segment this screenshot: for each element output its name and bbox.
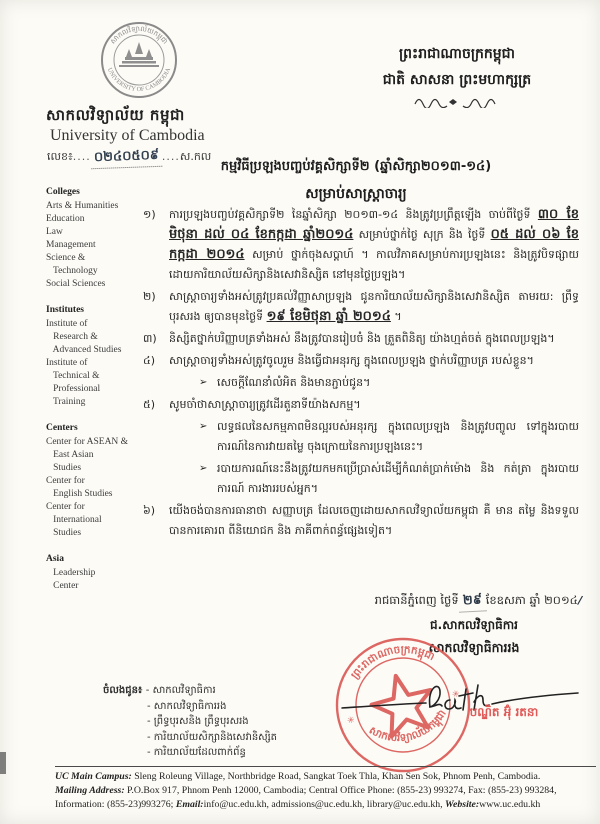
sidebar-line: Education (46, 214, 85, 224)
letterhead-sidebar (46, 186, 142, 606)
university-name-khmer: សាកលវិទ្យាល័យ កម្ពុជា (46, 106, 185, 124)
kingdom-line2: ជាតិ សាសនា ព្រះមហាក្សត្រ (382, 72, 532, 88)
seal-bottom-arc-text: UNIVERSITY OF CAMBODIA (105, 66, 173, 94)
scan-artifact (0, 752, 6, 774)
ref-label: លេខ៖ (47, 150, 73, 163)
body-item-5-bullet-2 (199, 459, 579, 499)
cc-list (103, 683, 277, 761)
cc-label-line (103, 683, 277, 699)
place-date-post: ខែឧសភា ឆ្នាំ ២០១៤ (485, 593, 578, 607)
sidebar-section-asia (46, 553, 142, 593)
sidebar-line: Center for (46, 502, 85, 512)
sidebar-line: Center for ASEAN & (46, 437, 129, 447)
item-text-highlight: ១៩ ខែមិថុនា ឆ្នាំ ២០១៤ (266, 309, 391, 324)
document-title: កម្មវិធីប្រឡងបញ្ចប់វគ្គសិក្សាទី២ (ឆ្នាំសិក្សា២០១៣-១៤) (220, 159, 492, 174)
sidebar-section-centers (46, 422, 142, 540)
footer-website-text: www.uc.edu.kh (479, 799, 541, 810)
footer-line-1 (55, 770, 596, 784)
svg-text:✳: ✳ (451, 689, 461, 701)
sidebar-line: Technical & (46, 371, 100, 381)
footer-campus-label: UC Main Campus: (55, 771, 132, 782)
item-number: ៦) (143, 504, 156, 517)
sidebar-line: Studies (46, 463, 82, 473)
footer-mailing-text: P.O.Box 917, Phnom Penh 12000, Cambodia; Central Office Phone: (855-23) 993274, Fax: (855-23) 993284, (124, 785, 557, 796)
sidebar-line: Institute of (46, 319, 88, 329)
footer-campus-text: Sleng Roleung Village, Northbridge Road, Sangkat Toek Thla, Khan Sen Sok, Phnom Penh, Cambodia. (131, 771, 541, 782)
sidebar-heading: Asia (46, 554, 64, 564)
item-paragraph (169, 205, 579, 285)
sidebar-line: Training (46, 397, 86, 407)
bullet-text: សេចក្តីណែនាំលំអិត និងមានភ្ជាប់ជូន។ (217, 376, 371, 389)
footer-mailing-label: Mailing Address: (55, 785, 125, 796)
sidebar-line: Social Sciences (46, 279, 106, 289)
sidebar-heading: Colleges (46, 187, 80, 197)
sidebar-line: Arts & Humanities (46, 201, 119, 211)
sidebar-line: Institute of (46, 358, 88, 368)
item-paragraph: យើងចង់បានការធានាថា សញ្ញាបត្រ ដែលចេញដោយសាកលវិទ្យាល័យកម្ពុជា គឺ មាន តម្លៃ និងទទួលបានការគោរព ពីនិយោជក និង ភាគីពាក់ពន្ធ័ផ្សេងទៀត។ (169, 504, 579, 537)
footer-line-3 (55, 798, 596, 812)
sidebar-line: Studies (46, 528, 82, 538)
letter-body (143, 205, 579, 543)
sidebar-line: Law (46, 227, 63, 237)
body-item-2 (143, 287, 579, 327)
item-paragraph: សូមចាំថាសាស្ត្រាចារ្យត្រូវដើរតួនាទីយ៉ាងសកម្ម។ (169, 398, 361, 411)
kingdom-line1: ព្រះរាជាណាចក្រកម្ពុជា (398, 46, 515, 62)
bullet-text: លទ្ធផលនៃសកម្មភាពមិនល្អរបស់អនុរក្ស ក្នុងពេលប្រឡង និងត្រូវបញ្ចូល ទៅក្នុងរបាយការណ៍នៃការវាយតម្លៃ ចុងក្រោយនៃការប្រឡងនេះ។ (217, 420, 579, 453)
item-paragraph: និស្សិតថ្នាក់បរិញ្ញាបត្រទាំងអស់ នឹងត្រូវបានរៀបចំ និង ត្រួតពិនិត្យ យ៉ាងហ្មត់ចត់ ក្នុងពេលប្រឡង។ (169, 332, 555, 345)
item-paragraph (169, 287, 579, 327)
sidebar-line: Center (46, 581, 79, 591)
motto-flourish-icon (411, 95, 503, 108)
sidebar-line: Science & (46, 253, 86, 263)
vice-rector-line: សាកលវិទ្យាធិការរង (428, 640, 520, 655)
item-text: សាស្ត្រាចារ្យទាំងអស់ត្រូវប្រគល់វិញ្ញាសាប្រឡង ជូនការិយាល័យសិក្សានិងសេវានិស្សិត តាមរយ: ព្រឹទ្ធបុរសរង ឲ្យបានមុនថ្ងៃទី (169, 290, 579, 323)
arrow-bullet-icon: ➢ (199, 421, 208, 432)
sidebar-line: International (46, 515, 102, 525)
item-text-highlight: ០៥ ដល់ ០៦ ខែកក្កដា ២០១៤ (169, 227, 579, 262)
arrow-bullet-icon: ➢ (199, 463, 208, 474)
footer-website-label: Website: (445, 799, 480, 810)
stamp-bottom-arc-text: សាកលវិទ្យាល័យកម្ពុជា (367, 707, 449, 745)
document-subtitle: សម្រាប់សាស្ត្រាចារ្យ (305, 186, 407, 202)
sidebar-line: Advanced Studies (46, 345, 122, 355)
for-rector-line: ជ.សាកលវិទ្យាធិការ (430, 618, 518, 632)
item-number: ២) (143, 290, 156, 303)
stamp-top-arc-text: ព្រះរាជាណាចក្រកម្ពុជា (348, 643, 437, 682)
footer-line-2 (55, 784, 596, 798)
cc-item: - សាកលវិទ្យាធិការ (145, 685, 216, 696)
body-item-4-bullet (199, 373, 579, 393)
sidebar-line: Center for (46, 476, 85, 486)
ref-number-handwritten: ០២៤០៥០៩ (90, 147, 162, 169)
ref-dots-right: .... (161, 150, 180, 163)
sidebar-line: Technology (46, 266, 98, 276)
place-date-pre: រាជធានីភ្នំពេញ ថ្ងៃទី (374, 593, 459, 607)
cc-item: - ព្រឹទ្ធបុរសនិង ព្រឹទ្ធបុរសរង (147, 716, 249, 727)
sidebar-section-colleges (46, 186, 142, 291)
sidebar-line: Management (46, 240, 96, 250)
footer-email-label: Email: (175, 799, 204, 810)
body-item-6 (143, 501, 579, 541)
item-paragraph: សាស្ត្រាចារ្យទាំងអស់ត្រូវចូលរួម និងធ្វើជាអនុរក្ស ក្នុងពេលប្រឡង ថ្នាក់បរិញ្ញាបត្រ របស់ខ្លួន។ (169, 354, 534, 367)
cc-item: - ការិយាល័យសិក្សានិងសេវានិស្សិត (147, 731, 278, 743)
sidebar-heading: Centers (46, 423, 78, 433)
temple-glyph (119, 42, 159, 67)
body-item-4 (143, 351, 579, 371)
sidebar-line: English Studies (46, 489, 113, 499)
cc-item: - ការិយាល័យដែលពាក់ព័ន្ធ (147, 747, 246, 758)
item-text: ។ (390, 310, 402, 323)
item-number: ៣) (143, 332, 157, 345)
item-number: ៥) (143, 398, 156, 411)
handwritten-tick: / (576, 592, 584, 608)
footer-email-text: info@uc.edu.kh, admissions@uc.edu.kh, library@uc.edu.kh, (203, 799, 446, 810)
signer-name: បណ្ឌិត អ៊ុំ រតនា (469, 705, 539, 719)
item-number: ១) (143, 208, 156, 221)
document-title-block (138, 158, 574, 205)
body-item-5-bullet-1 (199, 417, 579, 457)
sidebar-heading: Institutes (46, 305, 85, 315)
item-text: ការប្រឡងបញ្ចប់វគ្គសិក្សាទី២ នៃឆ្នាំសិក្សា ២០១៣-១៤ និងត្រូវប្រព្រឹត្តឡើង ចាប់ពីថ្ងៃទី (169, 208, 538, 221)
place-date-line (300, 592, 582, 612)
arrow-bullet-icon: ➢ (199, 377, 208, 388)
date-handwritten: ២៩ (458, 591, 486, 612)
sidebar-line: Leadership (46, 568, 96, 578)
item-number: ៤) (143, 354, 156, 367)
sidebar-line: Professional (46, 384, 101, 394)
ref-suffix: ស.កល (179, 150, 212, 163)
item-text: សម្រាប់ថ្នាក់ថ្ងៃ សុក្រ និង ថ្ងៃទី (353, 228, 491, 241)
svg-text:✳: ✳ (346, 715, 356, 727)
sidebar-line: East Asian (46, 450, 94, 460)
cc-item: - សាកលវិទ្យាធិការរង (147, 700, 227, 712)
body-item-5 (143, 395, 579, 415)
university-seal-icon (96, 20, 182, 100)
footer-address-block (55, 766, 596, 812)
sidebar-section-institutes (46, 304, 142, 409)
item-text: សម្រាប់ ថ្នាក់ចុងសប្តាហ៍ ។ កាលវិភាគសម្រាប់ការប្រឡងនេះ និងត្រូវបិទផ្សាយ ដោយការិយាល័យសិក្សានិងសេវានិស្សិត នៅមុនថ្ងៃប្រឡង។ (169, 248, 580, 281)
cc-label: ចំលងជូន៖ (103, 685, 143, 696)
footer-info-text: Information: (855-23)993276; (55, 799, 176, 810)
item-text-highlight: ៣០ ខែមិថុនា ដល់ ០៤ ខែកក្កដា ឆ្នាំ២០១៤ (169, 207, 580, 242)
ref-dots-left: .... (72, 150, 91, 163)
sidebar-line: Research & (46, 332, 98, 342)
seal-top-arc-text: សាកលវិទ្យាល័យកម្ពុជា (108, 24, 170, 46)
body-item-3 (143, 329, 579, 349)
body-item-1 (143, 205, 579, 285)
university-name-english: University of Cambodia (50, 127, 205, 144)
bullet-text: របាយការណ៍នេះនឹងត្រូវយកមកប្រើប្រាស់ដើម្បីកំណត់ប្រាក់ម៉ោង និង កត់ត្រា ក្នុងរបាយការណ៍ ការងាររបស់អ្នក។ (217, 462, 579, 495)
kingdom-motto-block (328, 44, 586, 112)
